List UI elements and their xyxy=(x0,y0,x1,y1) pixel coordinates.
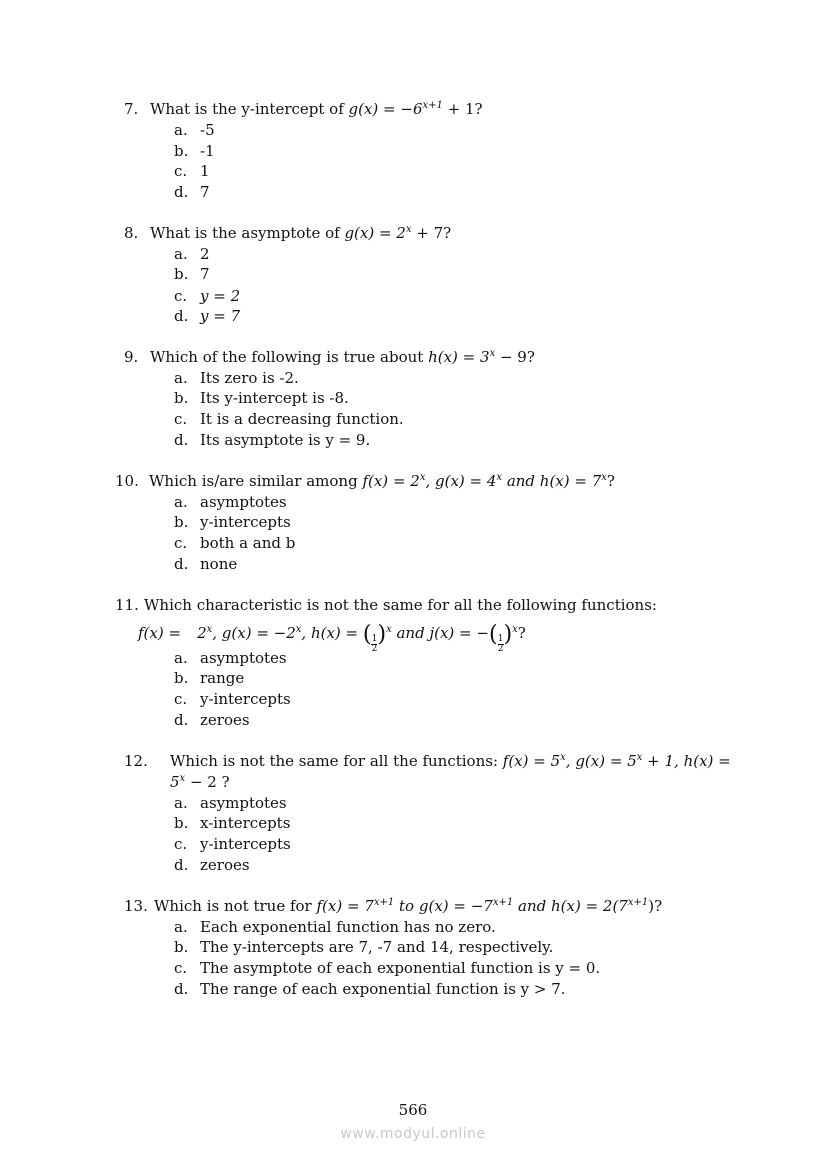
question-11-functions: $f(x) = 2^x$, $g(x) = -2^x$, h(x) = ( $\frac{1}{2}$ )$^x$ and j(x) = −( $\frac{1}{2}$ )$^x$? xyxy=(138,622,526,654)
page-number: 566 xyxy=(398,1101,428,1119)
option-11d[interactable]: d. zeroes xyxy=(174,711,250,729)
option-12c[interactable]: c. y-intercepts xyxy=(174,835,291,853)
option-10a[interactable]: a. asymptotes xyxy=(174,493,287,511)
option-7a[interactable]: a. -5 xyxy=(174,121,215,139)
question-number: 8. xyxy=(124,224,139,242)
question-12-stem-line2: $5^x - 2$ ? xyxy=(170,773,230,791)
question-7-stem: 7. What is the y-intercept of $g(x) = -6^{x+1} + 1$? xyxy=(124,100,483,118)
question-8-stem: 8. What is the asymptote of $g(x) = 2^x + 7$? xyxy=(124,224,452,242)
option-8b[interactable]: b. 7 xyxy=(174,265,210,283)
question-10-stem: 10. Which is/are similar among $f(x) = 2^x$, $g(x) = 4^x$ and $h(x) = 7^x$? xyxy=(115,472,615,490)
question-number: 11. xyxy=(115,596,139,614)
question-13-stem: 13. Which is not true for $f(x) = 7^{x+1}$ to $g(x) = -7^{x+1}$ and $h(x) = 2(7^{x+1})$? xyxy=(124,897,663,915)
option-10d[interactable]: d. none xyxy=(174,555,238,573)
option-8a[interactable]: a. 2 xyxy=(174,245,210,263)
option-9a[interactable]: a. Its zero is -2. xyxy=(174,369,299,387)
option-10b[interactable]: b. y-intercepts xyxy=(174,513,291,531)
option-11c[interactable]: c. y-intercepts xyxy=(174,690,291,708)
option-7c[interactable]: c. 1 xyxy=(174,162,210,180)
option-12a[interactable]: a. asymptotes xyxy=(174,794,287,812)
option-13a[interactable]: a. Each exponential function has no zero. xyxy=(174,918,496,936)
option-8d[interactable]: d. y = 7 xyxy=(174,307,241,325)
option-13c[interactable]: c. The asymptote of each exponential function is y = 0. xyxy=(174,959,601,977)
option-9c[interactable]: c. It is a decreasing function. xyxy=(174,410,404,428)
fraction-one-half: $\frac{1}{2}$ xyxy=(371,634,378,654)
question-number: 7. xyxy=(124,100,139,118)
option-9d[interactable]: d. Its asymptote is y = 9. xyxy=(174,431,371,449)
question-11-stem: 11. Which characteristic is not the same for all the following functions: xyxy=(115,596,657,614)
option-9b[interactable]: b. Its y-intercept is -8. xyxy=(174,389,349,407)
fraction-one-half: $\frac{1}{2}$ xyxy=(497,634,504,654)
question-12-stem: 12. Which is not the same for all the functions: $f(x) = 5^x$, $g(x) = 5^x + 1$, h(x) = xyxy=(124,752,731,770)
question-number: 10. xyxy=(115,472,139,490)
option-12d[interactable]: d. zeroes xyxy=(174,856,250,874)
option-12b[interactable]: b. x-intercepts xyxy=(174,814,291,832)
option-11a[interactable]: a. asymptotes xyxy=(174,649,287,667)
option-13d[interactable]: d. The range of each exponential function is y > 7. xyxy=(174,980,566,998)
option-10c[interactable]: c. both a and b xyxy=(174,534,296,552)
option-8c[interactable]: c. y = 2 xyxy=(174,287,241,305)
question-number: 12. xyxy=(124,752,148,770)
question-9-stem: 9. Which of the following is true about $h(x) = 3^x - 9$? xyxy=(124,348,535,366)
watermark: www.modyul.online xyxy=(340,1126,486,1142)
option-7b[interactable]: b. -1 xyxy=(174,142,215,160)
question-number: 9. xyxy=(124,348,139,366)
option-13b[interactable]: b. The y-intercepts are 7, -7 and 14, respectively. xyxy=(174,938,554,956)
question-number: 13. xyxy=(124,897,148,915)
option-11b[interactable]: b. range xyxy=(174,669,245,687)
option-7d[interactable]: d. 7 xyxy=(174,183,210,201)
